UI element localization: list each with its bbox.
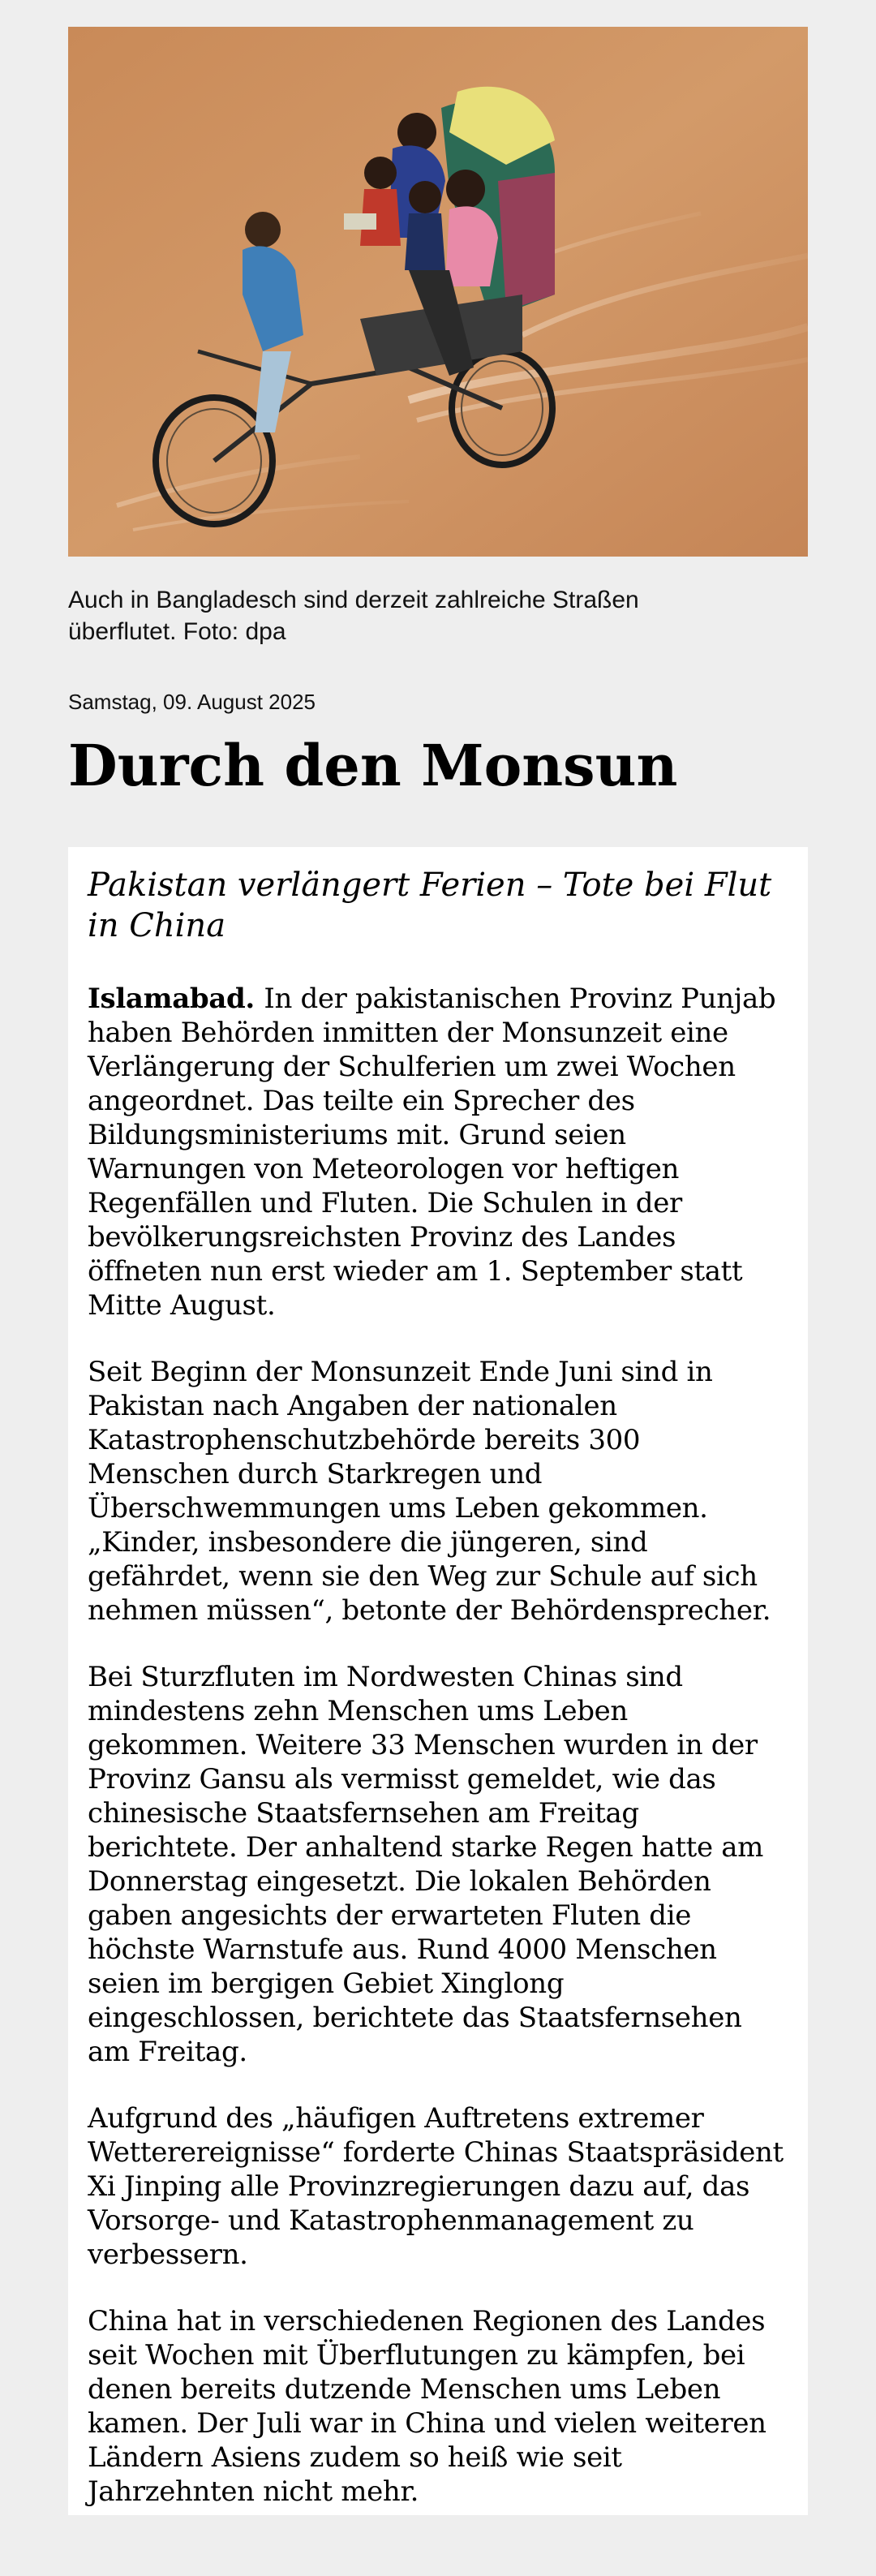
image-caption: Auch in Bangladesch sind derzeit zahlreiche Straßen überflutet. Foto: dpa <box>68 587 639 645</box>
article-paragraph-text: In der pakistanischen Provinz Punjab haben Behörden inmitten der Monsunzeit eine Verlängerung der Schulferien um zwei Wochen angeordnet. Das teilte ein Sprecher des Bildungsministeriums mit. Grund seien Warnungen von Meteorologen vor heftigen Regenfällen und Fluten. Die Schulen in der bevölkerungsreichsten Provinz des Landes öffneten nun erst wieder am 1. September statt Mitte August. <box>88 983 776 1322</box>
article-dateline: Islamabad. <box>88 983 264 1015</box>
article-paragraph: Bei Sturzfluten im Nordwesten Chinas sind mindestens zehn Menschen ums Leben gekommen. Weitere 33 Menschen wurden in der Provinz Gansu als vermisst gemeldet, wie das chinesische Staatsfernsehen am Freitag berichtete. Der anhaltend starke Regen hatte am Donnerstag eingesetzt. Die lokalen Behörden gaben angesichts der erwarteten Fluten die höchste Warnstufe aus. Rund 4000 Menschen seien im bergigen Gebiet Xinglong eingeschlossen, berichtete das Staatsfernsehen am Freitag. <box>88 1661 764 2068</box>
article-body <box>68 847 808 2515</box>
hero-image <box>68 27 808 557</box>
article-paragraph: Seit Beginn der Monsunzeit Ende Juni sind in Pakistan nach Angaben der nationalen Katastrophenschutzbehörde bereits 300 Menschen durch Starkregen und Überschwemmungen ums Leben gekommen. „Kinder, insbesondere die jüngeren, sind gefährdet, wenn sie den Weg zur Schule auf sich nehmen müssen“, betonte der Behördensprecher. <box>88 1356 771 1627</box>
article-paragraph: Aufgrund des „häufigen Auftretens extremer Wetterereignisse“ forderte Chinas Staatspräsident Xi Jinping alle Provinzregierungen dazu auf, das Vorsorge- und Katastrophenmanagement zu verbessern. <box>88 2102 784 2271</box>
article-page <box>68 27 808 2515</box>
publish-date: Samstag, 09. August 2025 <box>68 690 316 714</box>
rickshaw-flood-photo-icon <box>68 27 808 557</box>
article-teaser: Pakistan verlängert Ferien – Tote bei Flut in China <box>88 867 772 944</box>
article-paragraph <box>88 982 788 1322</box>
page-title: Durch den Monsun <box>68 732 678 799</box>
article-paragraph: China hat in verschiedenen Regionen des Landes seit Wochen mit Überflutungen zu kämpfen, bei denen bereits dutzende Menschen ums Leben kamen. Der Juli war in China und vielen weiteren Ländern Asiens zudem so heiß wie seit Jahrzehnten nicht mehr. <box>88 2305 766 2508</box>
